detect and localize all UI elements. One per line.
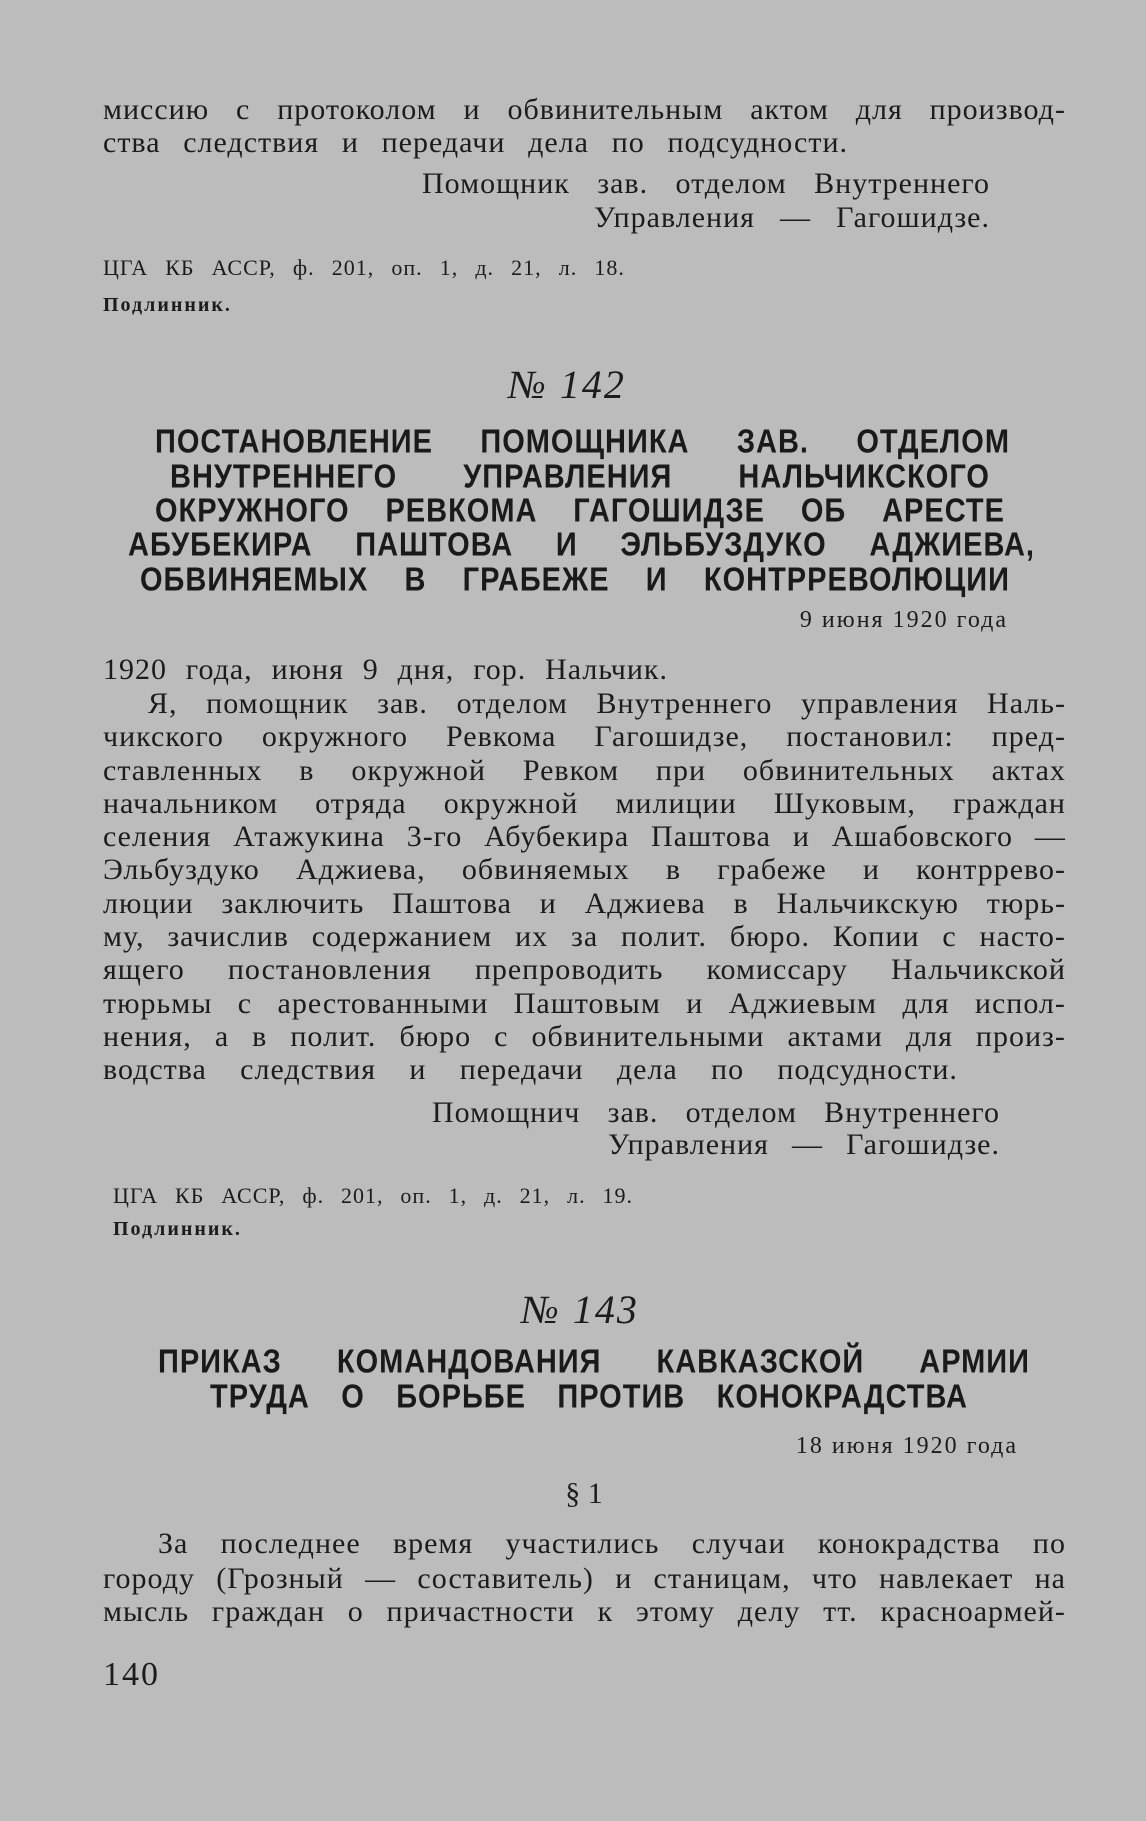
word: в bbox=[665, 853, 682, 886]
word: зачислив bbox=[167, 920, 289, 953]
word: Шуковым, bbox=[773, 787, 916, 820]
word: 19. bbox=[602, 1183, 633, 1208]
word: причастности bbox=[386, 1595, 575, 1628]
word: ОБ bbox=[800, 492, 847, 530]
word: ф. bbox=[292, 255, 315, 280]
text-line bbox=[103, 787, 1066, 821]
word: этому bbox=[635, 1595, 715, 1628]
word: Гагошидзе. bbox=[836, 201, 990, 234]
word: случаи bbox=[691, 1527, 786, 1560]
text-line bbox=[158, 1527, 1066, 1561]
word: управления bbox=[801, 687, 959, 720]
word: испол- bbox=[974, 987, 1066, 1020]
word: городу bbox=[103, 1562, 195, 1595]
word: за bbox=[570, 920, 599, 953]
signature-line bbox=[432, 1096, 1000, 1130]
word: июня bbox=[271, 653, 344, 686]
word: КБ bbox=[165, 255, 195, 280]
word: комиссару bbox=[706, 953, 848, 986]
word: люции bbox=[103, 887, 194, 920]
word: заключить bbox=[221, 887, 365, 920]
word: зав. bbox=[597, 167, 649, 200]
word: произ- bbox=[975, 1020, 1066, 1053]
word: пред- bbox=[991, 720, 1066, 753]
word: и bbox=[409, 1053, 427, 1086]
word: Наль- bbox=[987, 687, 1066, 720]
word: Помощник bbox=[422, 167, 570, 200]
word: 3-го bbox=[406, 820, 463, 853]
word: 9 bbox=[362, 653, 379, 686]
text-line bbox=[103, 953, 1066, 987]
word: конокрадства bbox=[817, 1527, 1001, 1560]
word: ГАГОШИДЗЕ bbox=[573, 492, 765, 530]
text-line bbox=[103, 853, 1066, 887]
word: в bbox=[299, 754, 315, 787]
word: АССР, bbox=[221, 1183, 286, 1208]
signature-line bbox=[608, 1128, 1000, 1162]
word: КБ bbox=[175, 1183, 205, 1208]
word: нения, bbox=[103, 1020, 192, 1053]
word: и bbox=[539, 887, 557, 920]
word: 1920 bbox=[103, 653, 167, 686]
document-title-line bbox=[155, 422, 1010, 461]
word: ПОСТАНОВЛЕНИЕ bbox=[155, 423, 433, 461]
word: делу bbox=[737, 1595, 801, 1628]
word: полит. bbox=[620, 920, 708, 953]
word: чикского bbox=[103, 720, 224, 753]
word: АБУБЕКИРА bbox=[128, 526, 313, 564]
word: Нальчикской bbox=[890, 953, 1066, 986]
word: АССР, bbox=[211, 255, 276, 280]
text-line bbox=[103, 920, 1066, 954]
word: обвиняемых bbox=[461, 853, 630, 886]
word: Нальчикскую bbox=[776, 887, 959, 920]
word: дела bbox=[528, 126, 589, 159]
word: подсудности. bbox=[777, 1053, 958, 1086]
word: — bbox=[792, 1128, 823, 1161]
word: Копии bbox=[832, 920, 920, 953]
word: Внутреннего bbox=[596, 687, 773, 720]
word: зав. bbox=[607, 1096, 659, 1129]
word: 1, bbox=[448, 1183, 468, 1208]
word: — bbox=[365, 1562, 397, 1595]
word: по bbox=[711, 1053, 745, 1086]
word: И bbox=[555, 526, 578, 564]
word: л. bbox=[558, 255, 578, 280]
word: АРЕСТЕ bbox=[882, 492, 1005, 530]
document-title-line bbox=[158, 1342, 1030, 1381]
word: и bbox=[463, 93, 481, 126]
word: обвинительных bbox=[742, 754, 955, 787]
document-number: № 143 bbox=[521, 1287, 639, 1332]
word: подсудности. bbox=[667, 126, 848, 159]
text-line bbox=[103, 126, 848, 160]
word: на bbox=[1034, 1562, 1066, 1595]
word: что bbox=[811, 1562, 858, 1595]
word: окружной bbox=[443, 787, 579, 820]
word: гор. bbox=[473, 653, 527, 686]
document-title-line bbox=[210, 1377, 968, 1416]
word: л. bbox=[567, 1183, 586, 1208]
word: АДЖИЕВА, bbox=[869, 526, 1035, 564]
word: За bbox=[158, 1527, 189, 1560]
word: помощник bbox=[206, 687, 349, 720]
word: актами bbox=[787, 1020, 883, 1053]
text-line bbox=[103, 887, 1066, 921]
document-number: № 142 bbox=[508, 362, 626, 407]
word: Гагошидзе, bbox=[594, 720, 749, 753]
word: насто- bbox=[979, 920, 1066, 953]
word: с bbox=[942, 920, 957, 953]
word: ОКРУЖНОГО bbox=[155, 492, 350, 530]
section-mark: § 1 bbox=[565, 1477, 603, 1510]
word: бюро bbox=[399, 1020, 472, 1053]
word: производ- bbox=[929, 93, 1066, 126]
text-line bbox=[103, 754, 1066, 788]
word: станицам, bbox=[653, 1562, 791, 1595]
word: при bbox=[655, 754, 707, 787]
word: Аджиевым bbox=[728, 987, 878, 1020]
word: передачи bbox=[459, 1053, 584, 1086]
word: тт. bbox=[823, 1595, 858, 1628]
word: ГРАБЕЖЕ bbox=[462, 561, 610, 599]
page-number: 140 bbox=[103, 1656, 160, 1693]
word: Аджиева, bbox=[296, 853, 426, 886]
word: ф. bbox=[302, 1183, 325, 1208]
word: водства bbox=[103, 1053, 207, 1086]
word: передачи bbox=[381, 126, 506, 159]
word: — bbox=[780, 201, 811, 234]
word: постановил: bbox=[786, 720, 954, 753]
word: миссию bbox=[103, 93, 210, 126]
word: участились bbox=[505, 1527, 660, 1560]
word: протоколом bbox=[277, 93, 437, 126]
word: а bbox=[214, 1020, 230, 1053]
word: время bbox=[392, 1527, 474, 1560]
word: Аджиева bbox=[584, 887, 706, 920]
word: д. bbox=[484, 1183, 503, 1208]
text-line bbox=[103, 1562, 1066, 1596]
word: контррево- bbox=[916, 853, 1066, 886]
word: зав. bbox=[377, 687, 428, 720]
word: Я, bbox=[148, 687, 178, 720]
word: для bbox=[855, 93, 903, 126]
word: (Грозный bbox=[216, 1562, 344, 1595]
word: милиции bbox=[615, 787, 737, 820]
word: И bbox=[645, 561, 668, 599]
word: Ашабовского bbox=[831, 820, 1014, 853]
word: д. bbox=[475, 255, 495, 280]
word: актах bbox=[991, 754, 1066, 787]
word: Ревкома bbox=[446, 720, 557, 753]
authenticity-note: Подлинник. bbox=[103, 294, 232, 316]
word: окружного bbox=[261, 720, 409, 753]
word: отделом bbox=[456, 687, 568, 720]
word: начальником bbox=[103, 787, 279, 820]
word: О bbox=[341, 1378, 365, 1416]
word: содержанием bbox=[311, 920, 493, 953]
word: обвинительными bbox=[531, 1020, 765, 1053]
word: отделом bbox=[675, 167, 787, 200]
word: Внутреннего bbox=[814, 167, 990, 200]
text-line bbox=[103, 720, 1066, 754]
word: Помощнич bbox=[432, 1096, 581, 1129]
text-line bbox=[103, 1053, 958, 1087]
word: Абубекира bbox=[484, 820, 630, 853]
word: НАЛЬЧИКСКОГО bbox=[738, 458, 990, 496]
word: ПОМОЩНИКА bbox=[480, 423, 690, 461]
text-line bbox=[148, 687, 1066, 721]
word: БОРЬБЕ bbox=[396, 1378, 526, 1416]
archive-reference bbox=[113, 1182, 633, 1210]
word: ЭЛЬБУЗДУКО bbox=[620, 526, 827, 564]
word: арестованными bbox=[277, 987, 489, 1020]
word: о bbox=[347, 1595, 364, 1628]
word: отделом bbox=[685, 1096, 797, 1129]
word: постановления bbox=[227, 953, 432, 986]
authenticity-note: Подлинник. bbox=[113, 1218, 242, 1240]
word: ТРУДА bbox=[210, 1378, 310, 1416]
document-title-line bbox=[128, 525, 1035, 564]
word: красноармей- bbox=[880, 1595, 1066, 1628]
word: составитель) bbox=[417, 1562, 594, 1595]
text-line bbox=[103, 653, 668, 687]
word: АРМИИ bbox=[919, 1343, 1030, 1381]
word: ства bbox=[103, 126, 161, 159]
word: ОБВИНЯЕМЫХ bbox=[140, 561, 369, 599]
document-title-line bbox=[140, 560, 1010, 599]
word: актом bbox=[750, 93, 829, 126]
word: их bbox=[515, 920, 549, 953]
text-line bbox=[103, 1595, 1066, 1629]
text-line bbox=[103, 987, 1066, 1021]
word: ящего bbox=[103, 953, 185, 986]
word: селения bbox=[103, 820, 212, 853]
document-date: 18 июня 1920 года bbox=[795, 1433, 1018, 1459]
word: Паштова bbox=[651, 820, 771, 853]
word: препроводить bbox=[474, 953, 664, 986]
text-line bbox=[103, 93, 1066, 127]
word: КОНОКРАДСТВА bbox=[716, 1378, 968, 1416]
word: дела bbox=[616, 1053, 678, 1086]
word: ОТДЕЛОМ bbox=[856, 423, 1010, 461]
word: ПРОТИВ bbox=[557, 1378, 686, 1416]
word: Управления bbox=[608, 1128, 769, 1161]
word: и bbox=[341, 126, 359, 159]
word: для bbox=[902, 987, 950, 1020]
word: мысль bbox=[103, 1595, 190, 1628]
word: 201, bbox=[331, 255, 375, 280]
word: Нальчик. bbox=[545, 653, 668, 686]
word: ЦГА bbox=[113, 1183, 159, 1208]
word: следствия bbox=[183, 126, 320, 159]
word: ВНУТРЕННЕГО bbox=[170, 458, 398, 496]
word: полит. bbox=[290, 1020, 377, 1053]
text-line bbox=[103, 1020, 1066, 1054]
word: к bbox=[597, 1595, 614, 1628]
signature-line bbox=[594, 201, 990, 235]
word: — bbox=[1034, 820, 1066, 853]
word: в bbox=[733, 887, 749, 920]
word: и bbox=[615, 1562, 633, 1595]
word: последнее bbox=[220, 1527, 361, 1560]
word: Управления bbox=[594, 201, 755, 234]
word: Гагошидзе. bbox=[846, 1128, 1000, 1161]
word: года, bbox=[185, 653, 253, 686]
word: обвинительным bbox=[507, 93, 724, 126]
word: Внутреннего bbox=[824, 1096, 1000, 1129]
word: ЦГА bbox=[103, 255, 149, 280]
word: отряда bbox=[315, 787, 407, 820]
word: ПАШТОВА bbox=[355, 526, 514, 564]
word: КОМАНДОВАНИЯ bbox=[336, 1343, 602, 1381]
word: 21, bbox=[511, 255, 542, 280]
word: навлекает bbox=[879, 1562, 1014, 1595]
word: тюрьмы bbox=[103, 987, 213, 1020]
word: и bbox=[862, 853, 880, 886]
word: 18. bbox=[594, 255, 625, 280]
word: грабеже bbox=[717, 853, 827, 886]
word: 1, bbox=[439, 255, 459, 280]
word: му, bbox=[103, 920, 145, 953]
word: ЗАВ. bbox=[736, 423, 809, 461]
word: Эльбуздуко bbox=[103, 853, 260, 886]
word: с bbox=[237, 987, 253, 1020]
word: Ревком bbox=[522, 754, 620, 787]
text-line bbox=[103, 820, 1066, 854]
word: оп. bbox=[391, 255, 423, 280]
word: следствия bbox=[240, 1053, 377, 1086]
word: дня, bbox=[397, 653, 455, 686]
archive-reference bbox=[103, 254, 625, 282]
word: Атажукина bbox=[233, 820, 385, 853]
word: оп. bbox=[400, 1183, 432, 1208]
word: 21, bbox=[519, 1183, 551, 1208]
word: окружной bbox=[351, 754, 486, 787]
word: граждан bbox=[211, 1595, 325, 1628]
word: РЕВКОМА bbox=[385, 492, 538, 530]
word: граждан bbox=[952, 787, 1066, 820]
word: КОНТРРЕВОЛЮЦИИ bbox=[703, 561, 1010, 599]
word: и bbox=[792, 820, 810, 853]
word: и bbox=[686, 987, 704, 1020]
word: Паштовым bbox=[513, 987, 661, 1020]
word: по bbox=[611, 126, 645, 159]
word: по bbox=[1032, 1527, 1066, 1560]
word: с bbox=[236, 93, 251, 126]
word: УПРАВЛЕНИЯ bbox=[463, 458, 673, 496]
word: ПРИКАЗ bbox=[158, 1343, 282, 1381]
word: для bbox=[905, 1020, 953, 1053]
document-date: 9 июня 1920 года bbox=[799, 607, 1008, 633]
word: тюрь- bbox=[986, 887, 1066, 920]
word: КАВКАЗСКОЙ bbox=[656, 1343, 865, 1381]
word: Паштова bbox=[392, 887, 512, 920]
word: в bbox=[252, 1020, 268, 1053]
word: с bbox=[494, 1020, 509, 1053]
word: ставленных bbox=[103, 754, 263, 787]
word: бюро. bbox=[729, 920, 811, 953]
word: 201, bbox=[341, 1183, 384, 1208]
word: В bbox=[404, 561, 427, 599]
signature-line bbox=[422, 167, 990, 201]
